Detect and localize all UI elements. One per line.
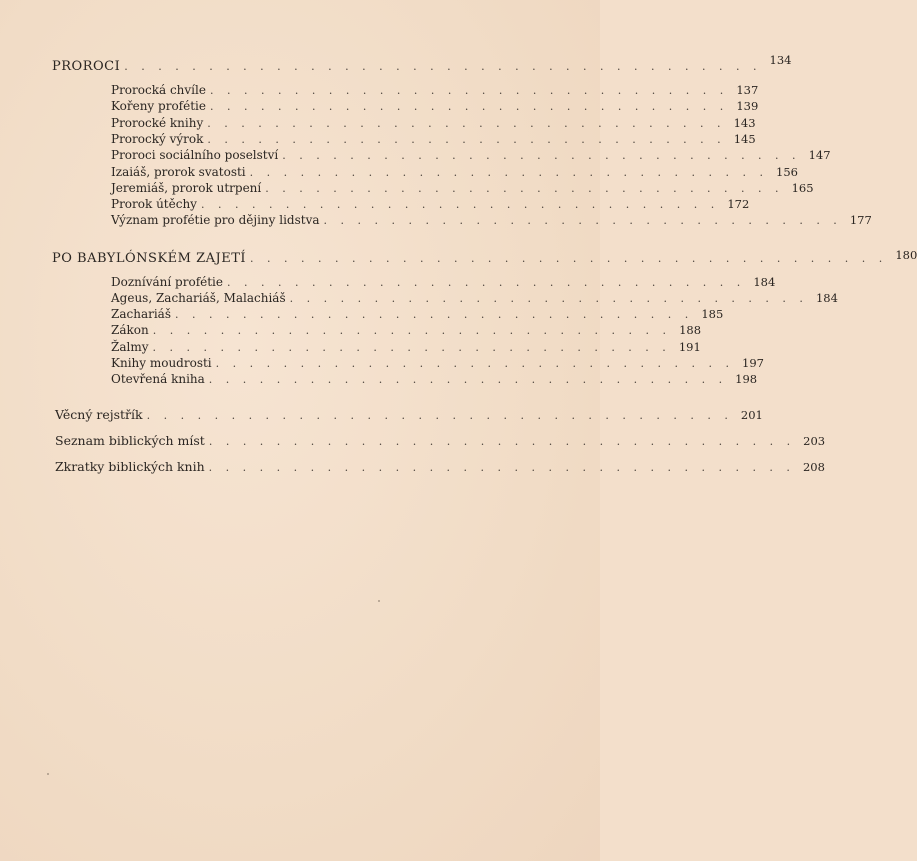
page-number: 165: [791, 181, 814, 195]
dot-leader: . . . . . . . . . . . . . . . . . . . . . . . . . . . . . . .: [207, 133, 726, 146]
item-title: Ageus, Zachariáš, Malachiáš: [111, 291, 286, 305]
toc-section-proroci: [52, 53, 792, 75]
page-number: 134: [769, 53, 792, 67]
dot-leader: . . . . . . . . . . . . . . . . . . . . . . . . . . . . . . .: [265, 182, 784, 195]
page-number: 184: [753, 275, 776, 289]
page-number: 198: [735, 372, 758, 386]
dot-leader: . . . . . . . . . . . . . . . . . . . . . . . . . . . . . . .: [209, 100, 729, 113]
dot-leader: . . . . . . . . . . . . . . . . . . . . . . . . . . . . . . .: [227, 276, 746, 289]
toc-item: [111, 98, 759, 115]
section-title: PROROCI: [52, 59, 121, 74]
item-title: Kořeny profétie: [111, 99, 206, 113]
toc-item: [111, 147, 831, 164]
page-number: 184: [815, 291, 838, 305]
toc-item: [111, 274, 776, 291]
page-number: 177: [849, 213, 872, 227]
toc-section-po-babylonskem-zajeti: [52, 248, 917, 267]
page-number: 191: [678, 340, 701, 354]
item-title: Seznam biblických míst: [55, 433, 205, 448]
page-number: 139: [736, 99, 759, 113]
page-number: 185: [701, 307, 724, 321]
page-number: 203: [803, 434, 826, 448]
toc-appendix-item: [55, 459, 825, 476]
toc-item: [111, 115, 756, 132]
page-number: 188: [679, 323, 702, 337]
toc-item: [111, 212, 872, 229]
item-title: Prorocký výrok: [111, 132, 204, 146]
toc-item: [111, 82, 759, 99]
item-title: Jeremiáš, prorok utrpení: [111, 181, 262, 195]
page-number: 197: [742, 356, 764, 370]
dot-leader: . . . . . . . . . . . . . . . . . . . . . . . . . . . . . . .: [249, 166, 768, 179]
item-title: Význam profétie pro dějiny lidstva: [111, 213, 320, 227]
item-title: Prorocké knihy: [111, 116, 204, 130]
item-title: Zkratky biblických knih: [55, 459, 205, 474]
toc-item: [111, 164, 798, 181]
section-title: PO BABYLÓNSKÉM ZAJETÍ: [52, 251, 247, 266]
toc-item: [111, 196, 750, 213]
item-title: Knihy moudrosti: [111, 356, 212, 370]
toc-item: [111, 180, 814, 197]
page-number: 137: [736, 83, 759, 97]
toc-item: [111, 131, 756, 148]
toc-item: [111, 290, 838, 307]
dot-leader: . . . . . . . . . . . . . . . . . . . . . . . . . . . . . . . . . . . . . .: [124, 60, 762, 73]
toc-item: [111, 306, 724, 323]
dot-leader: . . . . . . . . . . . . . . . . . . . . . . . . . . . . . . .: [209, 84, 729, 97]
paper-speck: [47, 773, 49, 775]
page-number: 180: [895, 248, 917, 262]
dot-leader: . . . . . . . . . . . . . . . . . . . . . . . . . . . . . . .: [323, 214, 842, 227]
dot-leader: . . . . . . . . . . . . . . . . . . . . . . . . . . . . . . .: [174, 308, 694, 321]
page-number: 156: [776, 165, 798, 179]
dot-leader: . . . . . . . . . . . . . . . . . . . . . . . . . . . . . . .: [282, 149, 801, 162]
toc-item: [111, 355, 764, 372]
item-title: Otevřená kniha: [111, 372, 205, 386]
dot-leader: . . . . . . . . . . . . . . . . . . . . . . . . . . . . . . .: [207, 117, 726, 130]
dot-leader: . . . . . . . . . . . . . . . . . . . . . . . . . . . . . . . . . . .: [146, 409, 733, 422]
toc-item: [111, 371, 758, 388]
toc-item: [111, 339, 701, 356]
item-title: Prorocká chvíle: [111, 83, 206, 97]
item-title: Zákon: [111, 323, 149, 337]
item-title: Prorok útěchy: [111, 197, 197, 211]
item-title: Doznívání profétie: [111, 275, 223, 289]
toc-appendix-item: [55, 407, 763, 424]
dot-leader: . . . . . . . . . . . . . . . . . . . . . . . . . . . . . . . . . . .: [208, 461, 795, 474]
dot-leader: . . . . . . . . . . . . . . . . . . . . . . . . . . . . . . .: [152, 324, 672, 337]
page-number: 201: [740, 408, 763, 422]
item-title: Izaiáš, prorok svatosti: [111, 165, 246, 179]
page-number: 145: [733, 132, 756, 146]
dot-leader: . . . . . . . . . . . . . . . . . . . . . . . . . . . . . . .: [208, 373, 728, 386]
item-title: Proroci sociálního poselství: [111, 148, 279, 162]
toc-appendix-item: [55, 433, 826, 450]
dot-leader: . . . . . . . . . . . . . . . . . . . . . . . . . . . . . . .: [289, 292, 808, 305]
page-number: 208: [802, 460, 825, 474]
paper-speck: [378, 600, 380, 602]
dot-leader: . . . . . . . . . . . . . . . . . . . . . . . . . . . . . . . . . . .: [208, 435, 796, 448]
item-title: Žalmy: [111, 340, 149, 354]
page-number: 147: [808, 148, 831, 162]
item-title: Zachariáš: [111, 307, 171, 321]
dot-leader: . . . . . . . . . . . . . . . . . . . . . . . . . . . . . . .: [152, 341, 671, 354]
toc-item: [111, 322, 702, 339]
dot-leader: . . . . . . . . . . . . . . . . . . . . . . . . . . . . . . .: [200, 198, 720, 211]
page-number: 172: [727, 197, 750, 211]
dot-leader: . . . . . . . . . . . . . . . . . . . . . . . . . . . . . . . . . . . . . .: [250, 252, 888, 265]
item-title: Věcný rejstřík: [55, 407, 143, 422]
page-number: 143: [733, 116, 756, 130]
dot-leader: . . . . . . . . . . . . . . . . . . . . . . . . . . . . . . .: [215, 357, 734, 370]
